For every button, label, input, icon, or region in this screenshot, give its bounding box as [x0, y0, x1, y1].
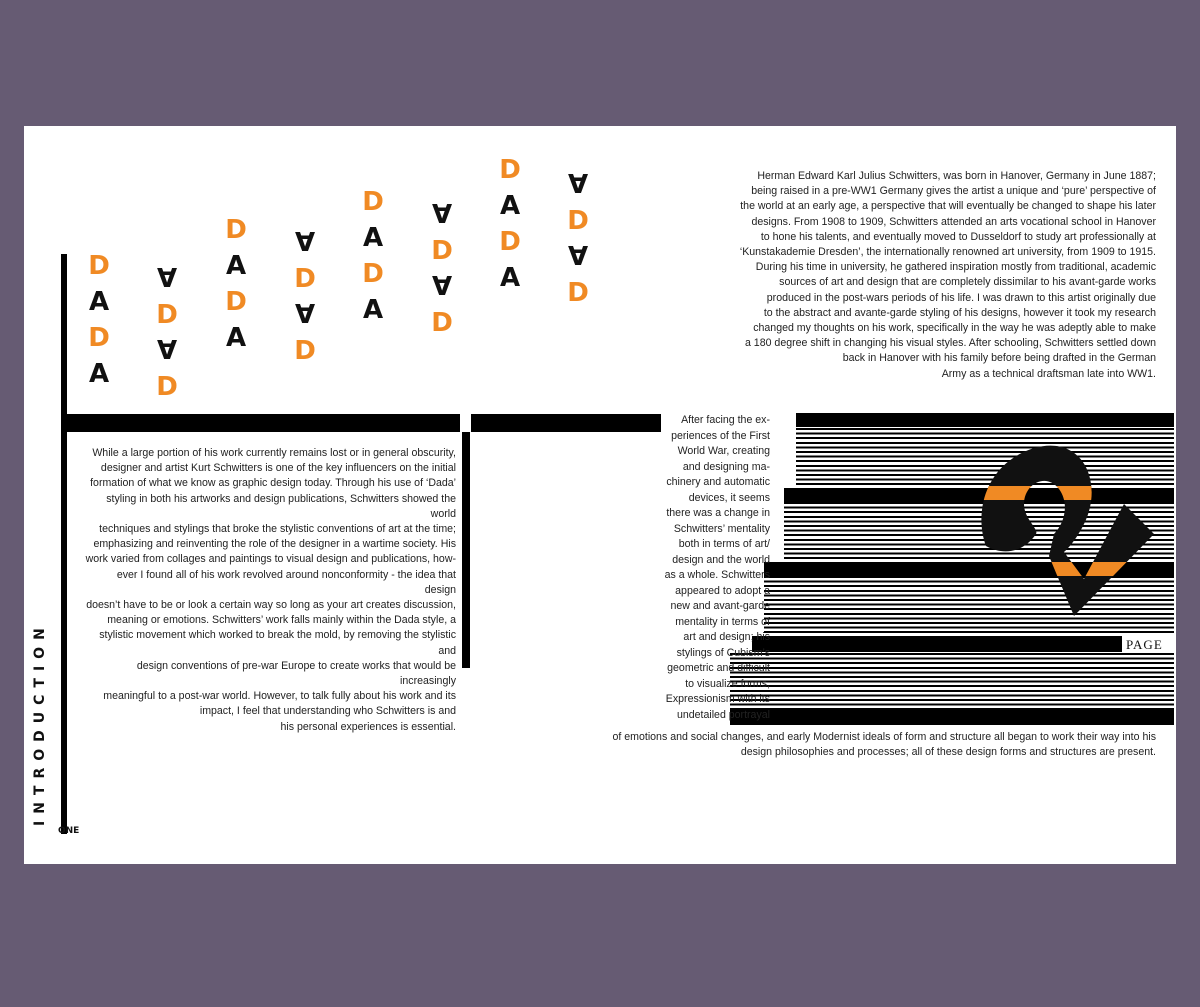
dada-letter: D: [156, 297, 178, 327]
biography-line: During his time in university, he gathered inspiration mostly from traditional, academic: [755, 261, 1156, 274]
war-line: stylings of Cubism’s: [676, 646, 770, 659]
war-end-line: of emotions and social changes, and early Modernist ideals of form and structure all began to work their way into his: [612, 731, 1156, 743]
dada-column-3: [223, 212, 249, 356]
intro-line: styling in both his artworks and design publications, Schwitters showed the world: [106, 492, 456, 520]
dada-letter: A: [362, 223, 384, 253]
dada-letter: D: [225, 215, 247, 245]
intro-vertical-divider: [462, 432, 470, 668]
intro-line: emphasizing and reinventing the role of the designer in a wartime society. His: [93, 538, 456, 551]
war-line: After facing the ex-: [681, 414, 770, 426]
section-number-word: ONE: [58, 826, 80, 836]
page-label: PAGE: [1126, 637, 1163, 652]
biography-line: Army as a technical draftsman late into WW1.: [941, 367, 1156, 380]
dada-letter: A: [362, 295, 384, 325]
war-line: devices, it seems: [688, 491, 770, 504]
intro-line: While a large portion of his work currently remains lost or in general obscurity,: [92, 447, 456, 459]
dada-letter: A: [499, 263, 521, 293]
war-line: to visualize forms,: [685, 677, 770, 690]
magazine-spread: [24, 126, 1176, 864]
war-line: there was a change in: [666, 507, 770, 519]
stripe-top-bar: [796, 413, 1174, 427]
war-end-line: design philosophies and processes; all of these design forms and structures are present.: [740, 746, 1156, 759]
dada-letter: A: [88, 287, 110, 317]
war-line: World War, creating: [677, 445, 770, 457]
dada-letter: D: [499, 227, 521, 257]
biography-line: a 180 degree shift in changing his visual styles. After schooling, Schwitters settled down: [744, 337, 1156, 350]
dada-column-8: [565, 164, 591, 308]
dada-letter: A: [431, 269, 453, 299]
biography-line: ‘Kunstakademie Dresden’, the internationally renowned art university, from 1909 to 1915.: [739, 246, 1156, 259]
header-bar-left: [64, 414, 460, 432]
intro-line: design conventions of pre-war Europe to create works that would be increasingly: [136, 659, 456, 688]
dada-letter: A: [431, 197, 453, 227]
stripe-block-4: [730, 653, 1174, 709]
dada-column-4: [292, 222, 318, 366]
intro-paragraph: [84, 446, 456, 735]
war-paragraph: [620, 413, 770, 723]
biography-line: back in Hanover with his family before being drafted in the German: [842, 352, 1156, 365]
dada-letter: A: [225, 323, 247, 353]
dada-letter: D: [431, 305, 453, 335]
page-number-icon: [964, 434, 1164, 619]
biography-line: to hone his talents, and eventually moved to Dusseldorf to study art professionally at: [760, 230, 1156, 243]
dada-column-6: [429, 194, 455, 338]
intro-line: meaning or emotions. Schwitters’ work falls mainly within the Dada style, a: [107, 614, 456, 627]
war-line: art and design; his: [683, 631, 770, 643]
intro-line: ever I found all of his work revolved around nonconformity - the idea that design: [116, 568, 456, 596]
dada-letter: D: [294, 333, 316, 363]
dada-letter: D: [156, 369, 178, 399]
dada-letter: A: [567, 239, 589, 269]
dada-letter: A: [225, 251, 247, 281]
biography-line: to the abstract and avante-garde styling of his designs, however it took my research: [763, 306, 1156, 319]
dada-letter: D: [362, 187, 384, 217]
dada-letter: D: [362, 259, 384, 289]
section-label: INTRODUCTION: [32, 621, 48, 826]
war-line: appeared to adopt a: [675, 584, 770, 597]
war-line: as a whole. Schwitters: [664, 569, 770, 581]
dada-letter: D: [88, 323, 110, 353]
intro-line: impact, I feel that understanding who Schwitters is and: [199, 705, 456, 718]
dada-letter: A: [88, 359, 110, 389]
intro-line: designer and artist Kurt Schwitters is one of the key influencers on the initial: [100, 462, 456, 475]
war-line: Schwitters’ mentality: [673, 522, 770, 535]
war-line: design and the world: [672, 553, 770, 566]
intro-line: work varied from collages and paintings to visual design and publications, how-: [85, 553, 456, 566]
dada-letter: D: [225, 287, 247, 317]
dada-letter: A: [567, 167, 589, 197]
dada-letter: D: [431, 233, 453, 263]
stripe-bottom-bar: [730, 709, 1174, 725]
intro-line: formation of what we know as graphic design today. Through his use of ‘Dada’: [90, 477, 456, 490]
war-line: Expressionism with its: [665, 693, 770, 705]
biography-line: being raised in a pre-WW1 Germany gives the artist a unique and ‘pure’ perspective of: [751, 185, 1156, 198]
dada-column-1: [86, 248, 112, 392]
war-line: chinery and automatic: [666, 476, 770, 488]
intro-line: his personal experiences is essential.: [280, 720, 456, 733]
stripe-page-bar: [752, 636, 1122, 652]
dada-letter: A: [294, 297, 316, 327]
biography-line: sources of art and design that are completely dissimilar to his avant-garde works: [779, 276, 1156, 289]
war-line: undetailed portrayal: [676, 708, 770, 721]
intro-line: doesn’t have to be or look a certain way so long as your art creates discussion,: [86, 599, 456, 612]
left-vertical-rule: [61, 254, 67, 834]
intro-line: techniques and stylings that broke the stylistic conventions of art at the time;: [99, 523, 456, 536]
page-number-numeral: 2: [964, 434, 965, 435]
biography-line: the world at an early age, a perspective that will eventually be changed to shape his later: [740, 200, 1156, 213]
dada-letter: D: [567, 203, 589, 233]
dada-column-7: [497, 152, 523, 296]
dada-letter: A: [294, 225, 316, 255]
biography-paragraph: [714, 169, 1156, 382]
biography-line: Herman Edward Karl Julius Schwitters, was born in Hanover, Germany in June 1887;: [757, 170, 1156, 182]
dada-letter: D: [567, 275, 589, 305]
dada-column-2: [154, 258, 180, 402]
war-line: both in terms of art/: [678, 538, 770, 550]
dada-letter: D: [499, 155, 521, 185]
war-line: periences of the First: [671, 429, 770, 442]
war-line: and designing ma-: [682, 460, 770, 473]
dada-letter: A: [156, 333, 178, 363]
war-line: new and avant-garde: [670, 600, 770, 612]
biography-line: designs. From 1908 to 1909, Schwitters attended an arts vocational school in Hanover: [751, 215, 1156, 228]
intro-line: meaningful to a post-war world. However, to talk fully about his work and its: [103, 690, 456, 703]
biography-line: changed my thoughts on his work, specifically in the way he was adeptly able to make: [753, 322, 1156, 335]
dada-letter: D: [88, 251, 110, 281]
war-line: geometric and difficult: [667, 662, 770, 674]
dada-letter: D: [294, 261, 316, 291]
dada-letter: A: [499, 191, 521, 221]
dada-column-5: [360, 184, 386, 328]
war-paragraph-continued: [584, 730, 1156, 760]
intro-line: stylistic movement which worked to break the mold, by removing the stylistic and: [99, 629, 456, 657]
biography-line: produced in the post-wars periods of his life. I was drawn to this artist originally due: [766, 291, 1156, 304]
dada-letter: A: [156, 261, 178, 291]
war-line: mentality in terms of: [675, 615, 770, 628]
